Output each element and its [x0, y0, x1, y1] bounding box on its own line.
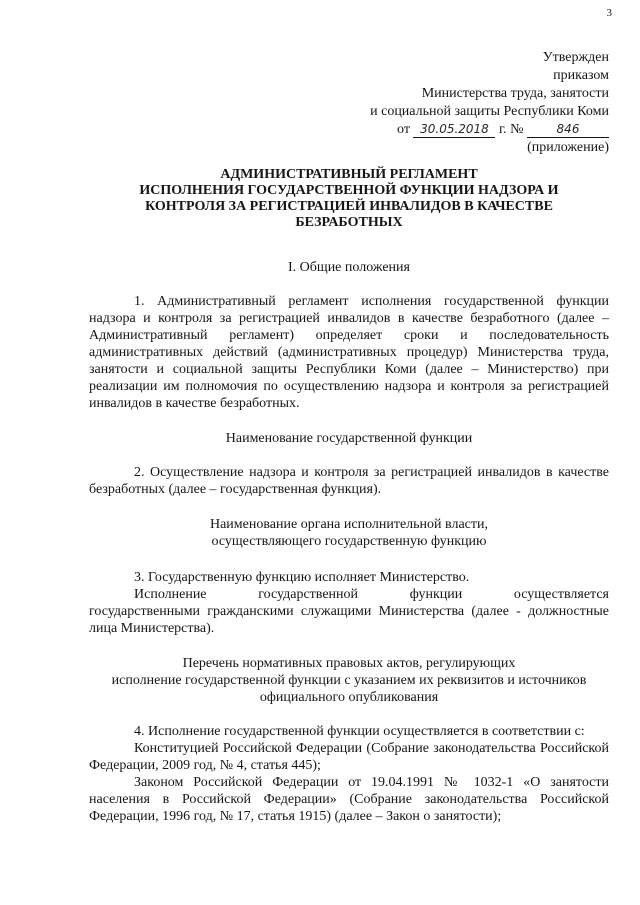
section-heading-function-name-text: Наименование государственной функции — [225, 431, 473, 446]
paragraph-2: 2. Осуществление надзора и контроля за регистрацией инвалидов в качестве безработных (далее – государственная функция). — [89, 465, 609, 497]
approval-line-4: и социальной защиты Республики Коми — [370, 104, 609, 119]
section-heading-general-text: I. Общие положения — [288, 260, 410, 275]
paragraph-3-line-1: 3. Государственную функцию исполняет Министерство. — [134, 570, 470, 585]
document-title — [89, 167, 609, 231]
order-from-label: от — [397, 122, 410, 137]
order-date-handwritten: 30.05.2018 — [413, 122, 495, 138]
title-line-1: АДМИНИСТРАТИВНЫЙ РЕГЛАМЕНТ — [220, 167, 478, 182]
approval-line-3: Министерства труда, занятости — [421, 86, 609, 101]
section-heading-general — [89, 259, 609, 276]
paragraph-1: 1. Административный регламент исполнения государственной функции надзора и контроля за регистрацией инвалидов в качестве безработного (далее – Административный регламент) определяет сроки и последовательность административных действий (административных процедур) Министерства труда, занятости и социальной защиты Республики Коми (далее – Министерство) при реализации им полномочия по осуществлению надзора и контроля за регистрацией инвалидов в качестве безработных. — [89, 294, 609, 411]
section-heading-authority-line-1: Наименование органа исполнительной власти, — [209, 517, 488, 532]
approval-line-1: Утвержден — [542, 50, 609, 65]
approval-order-line — [309, 121, 609, 139]
section-heading-acts — [89, 655, 609, 706]
paragraph-4-line-1: 4. Исполнение государственной функции осуществляется в соответствии с: — [134, 724, 585, 739]
paragraph-3-rest: государственными гражданскими служащими Министерства (далее - должностные лица Министерства). — [89, 604, 609, 636]
section-heading-acts-line-3: официального опубликования — [259, 690, 439, 705]
paragraph-3-line-2: Исполнение государственной функции осуществляется — [134, 587, 609, 602]
approval-line-2: приказом — [553, 68, 609, 83]
section-heading-function-name — [89, 430, 609, 447]
title-line-2: ИСПОЛНЕНИЯ ГОСУДАРСТВЕННОЙ ФУНКЦИИ НАДЗОРА И — [139, 183, 559, 198]
section-heading-authority — [89, 516, 609, 550]
order-number-label: г. № — [498, 122, 524, 137]
title-line-4: БЕЗРАБОТНЫХ — [295, 215, 403, 230]
section-heading-acts-line-2: исполнение государственной функции с указанием их реквизитов и источников — [111, 673, 587, 688]
paragraph-4-item-2: Законом Российской Федерации от 19.04.1991 № 1032-1 «О занятости населения в Российской Федерации» (Собрание законодательства Российской Федерации, 1996 год, № 17, статья 1915) (далее – Закон о занятости); — [89, 775, 609, 824]
paragraph-4-item-1: Конституцией Российской Федерации (Собрание законодательства Российской Федерации, 2009 год, № 4, статья 445); — [89, 741, 609, 773]
order-number-handwritten: 846 — [527, 122, 609, 138]
approval-appendix: (приложение) — [527, 140, 609, 155]
section-heading-acts-line-1: Перечень нормативных правовых актов, регулирующих — [182, 656, 516, 671]
page-number: 3 — [606, 7, 612, 19]
section-heading-authority-line-2: осуществляющего государственную функцию — [211, 534, 487, 549]
approval-block — [309, 49, 609, 157]
title-line-3: КОНТРОЛЯ ЗА РЕГИСТРАЦИЕЙ ИНВАЛИДОВ В КАЧЕСТВЕ — [145, 199, 553, 214]
